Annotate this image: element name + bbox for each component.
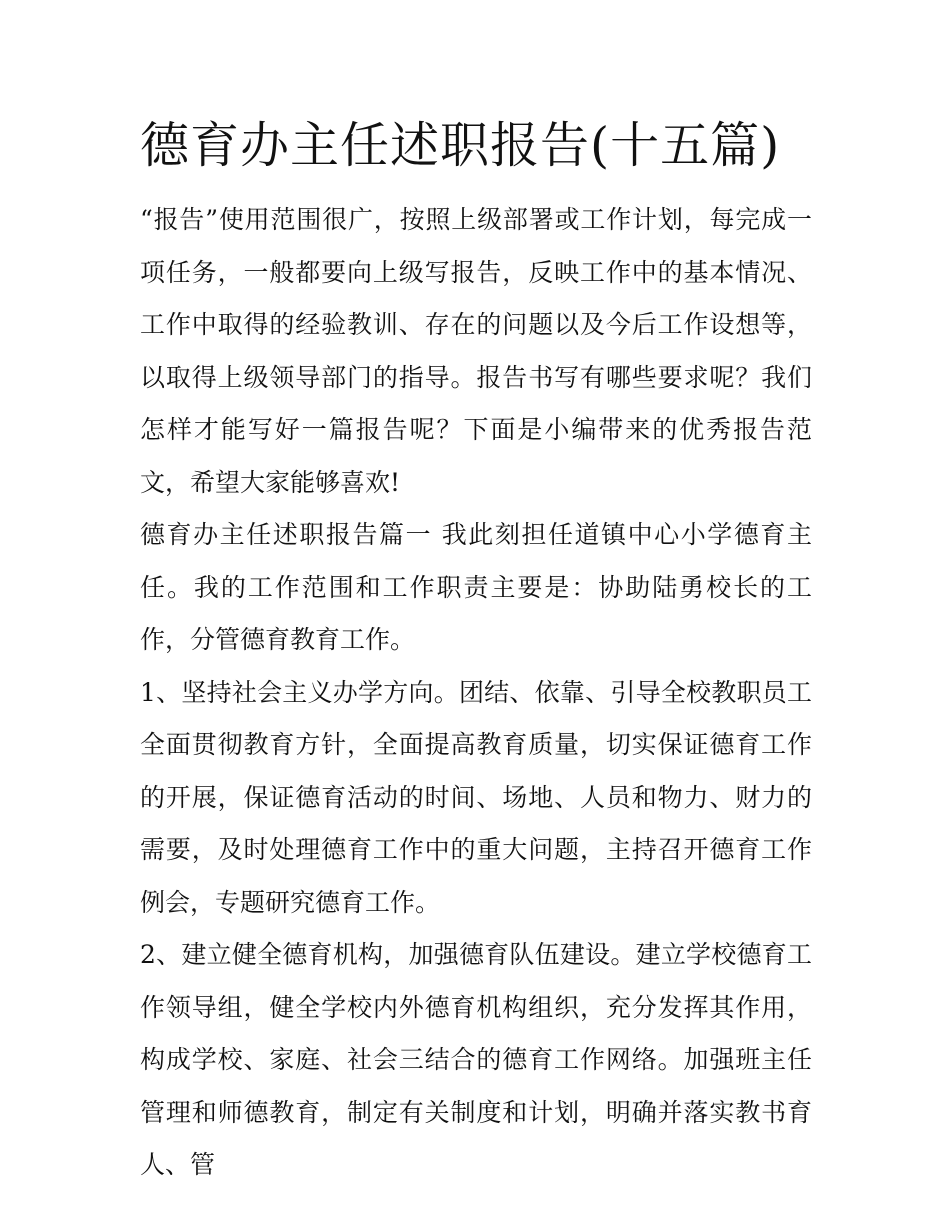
duty-item-1-paragraph: 1、坚持社会主义办学方向。团结、依靠、引导全校教职员工全面贯彻教育方针，全面提高教育质量，切实保证德育工作的开展，保证德育活动的时间、场地、人员和物力、财力的需要，及时处理德育工作中的重大问题，主持召开德育工作例会，专题研究德育工作。: [140, 677, 812, 917]
document-body: [140, 194, 812, 1192]
document-title: 德育办主任述职报告(十五篇): [140, 117, 781, 174]
report-opening-paragraph: 德育办主任述职报告篇一 我此刻担任道镇中心小学德育主任。我的工作范围和工作职责主要是：协助陆勇校长的工作，分管德育教育工作。: [140, 520, 812, 654]
duty-item-2-paragraph: 2、建立健全德育机构，加强德育队伍建设。建立学校德育工作领导组，健全学校内外德育机构组织，充分发挥其作用，构成学校、家庭、社会三结合的德育工作网络。加强班主任管理和师德教育，制定有关制度和计划，明确并落实教书育人、管: [140, 940, 812, 1179]
intro-paragraph: “报告”使用范围很广，按照上级部署或工作计划，每完成一项任务，一般都要向上级写报告，反映工作中的基本情况、工作中取得的经验教训、存在的问题以及今后工作设想等，以取得上级领导部门的指导。报告书写有哪些要求呢？我们怎样才能写好一篇报告呢？下面是小编带来的优秀报告范文，希望大家能够喜欢!: [140, 205, 812, 497]
